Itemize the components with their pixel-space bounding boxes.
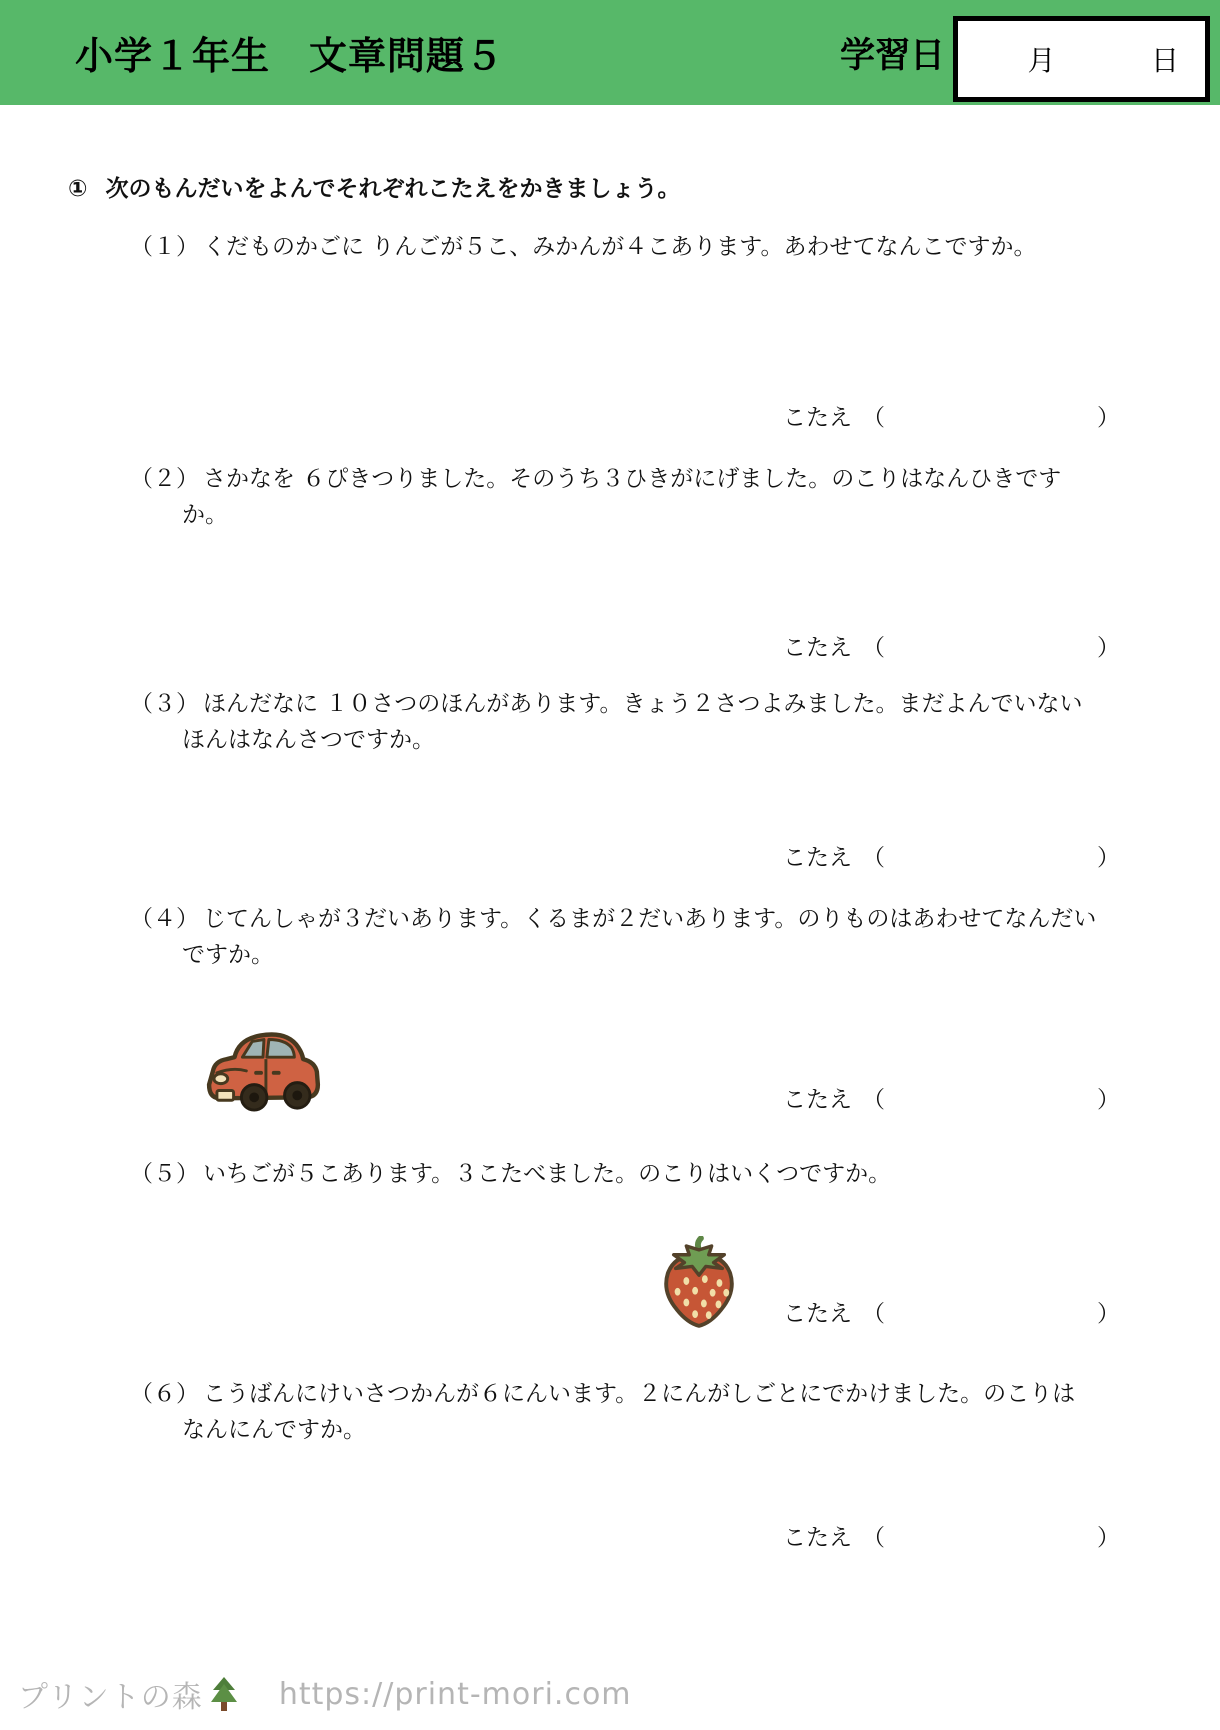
- study-date-box: [953, 16, 1210, 102]
- answer-row-1: [783, 400, 1120, 432]
- problem-5-text: いちごが５こあります。３こたべました。のこりはいくつですか。: [203, 1161, 892, 1187]
- problem-2-number: （２）: [130, 466, 199, 492]
- header-bar: [0, 0, 1220, 105]
- problem-3-text: ほんだなに １０さつのほんがあります。きょう２さつよみました。まだよんでいないほんはなんさつですか。: [182, 691, 1083, 753]
- answer-row-3: [783, 840, 1120, 872]
- site-url: https://print-mori.com: [278, 1676, 632, 1712]
- open-paren: （: [862, 635, 885, 661]
- instruction-number: ①: [68, 176, 88, 202]
- answer-label: こたえ: [783, 1087, 852, 1113]
- answer-label: こたえ: [783, 1301, 852, 1327]
- car-icon: [193, 1016, 331, 1114]
- tree-icon: [209, 1676, 239, 1712]
- month-blank[interactable]: [1001, 41, 1027, 77]
- answer-label: こたえ: [783, 1525, 852, 1551]
- problem-1-number: （１）: [130, 234, 199, 260]
- close-paren: ）: [1097, 845, 1120, 871]
- day-label: 日: [1150, 44, 1179, 77]
- problem-6: [130, 1377, 1097, 1449]
- answer-label: こたえ: [783, 845, 852, 871]
- problem-6-text: こうばんにけいさつかんが６にんいます。２にんがしごとにでかけました。のこりはなんにんですか。: [182, 1381, 1076, 1443]
- problem-1: [130, 230, 1097, 266]
- problem-4: [130, 902, 1097, 974]
- answer-label: こたえ: [783, 405, 852, 431]
- close-paren: ）: [1097, 1525, 1120, 1551]
- car-illustration: [193, 1016, 331, 1114]
- answer-blank-2[interactable]: [885, 634, 1097, 662]
- instruction-line: [68, 172, 1148, 207]
- problem-1-text: くだものかごに りんごが５こ、みかんが４こあります。あわせてなんこですか。: [203, 234, 1037, 260]
- problem-4-number: （４）: [130, 906, 199, 932]
- problem-4-text: じてんしゃが３だいあります。くるまが２だいあります。のりものはあわせてなんだいですか。: [182, 906, 1097, 968]
- problem-6-number: （６）: [130, 1381, 199, 1407]
- answer-row-4: [783, 1082, 1120, 1114]
- instruction-text: 次のもんだいをよんでそれぞれこたえをかきましょう。: [105, 176, 681, 202]
- study-date-label: 学習日: [840, 35, 946, 76]
- problem-5: [130, 1157, 1097, 1193]
- close-paren: ）: [1097, 635, 1120, 661]
- footer: [18, 1672, 632, 1716]
- answer-row-2: [783, 630, 1120, 662]
- open-paren: （: [862, 1087, 885, 1113]
- day-blank[interactable]: [1125, 41, 1151, 77]
- answer-row-6: [783, 1520, 1120, 1552]
- month-cell: [958, 39, 1082, 79]
- answer-blank-5[interactable]: [885, 1300, 1097, 1328]
- answer-blank-1[interactable]: [885, 404, 1097, 432]
- open-paren: （: [862, 1525, 885, 1551]
- open-paren: （: [862, 845, 885, 871]
- problem-5-number: （５）: [130, 1161, 199, 1187]
- day-cell: [1082, 39, 1206, 79]
- open-paren: （: [862, 1301, 885, 1327]
- page-title: 小学１年生 文章問題５: [75, 34, 505, 78]
- close-paren: ）: [1097, 1301, 1120, 1327]
- month-label: 月: [1027, 44, 1056, 77]
- answer-label: こたえ: [783, 635, 852, 661]
- answer-blank-4[interactable]: [885, 1086, 1097, 1114]
- problem-3: [130, 687, 1097, 759]
- strawberry-illustration: [662, 1236, 736, 1330]
- answer-row-5: [783, 1296, 1120, 1328]
- close-paren: ）: [1097, 405, 1120, 431]
- answer-blank-6[interactable]: [885, 1524, 1097, 1552]
- answer-blank-3[interactable]: [885, 844, 1097, 872]
- close-paren: ）: [1097, 1087, 1120, 1113]
- problem-3-number: （３）: [130, 691, 199, 717]
- problem-2: [130, 462, 1097, 534]
- site-name: プリントの森: [18, 1680, 203, 1715]
- open-paren: （: [862, 405, 885, 431]
- problem-2-text: さかなを ６ぴきつりました。そのうち３ひきがにげました。のこりはなんひきですか。: [182, 466, 1062, 528]
- strawberry-icon: [662, 1236, 736, 1330]
